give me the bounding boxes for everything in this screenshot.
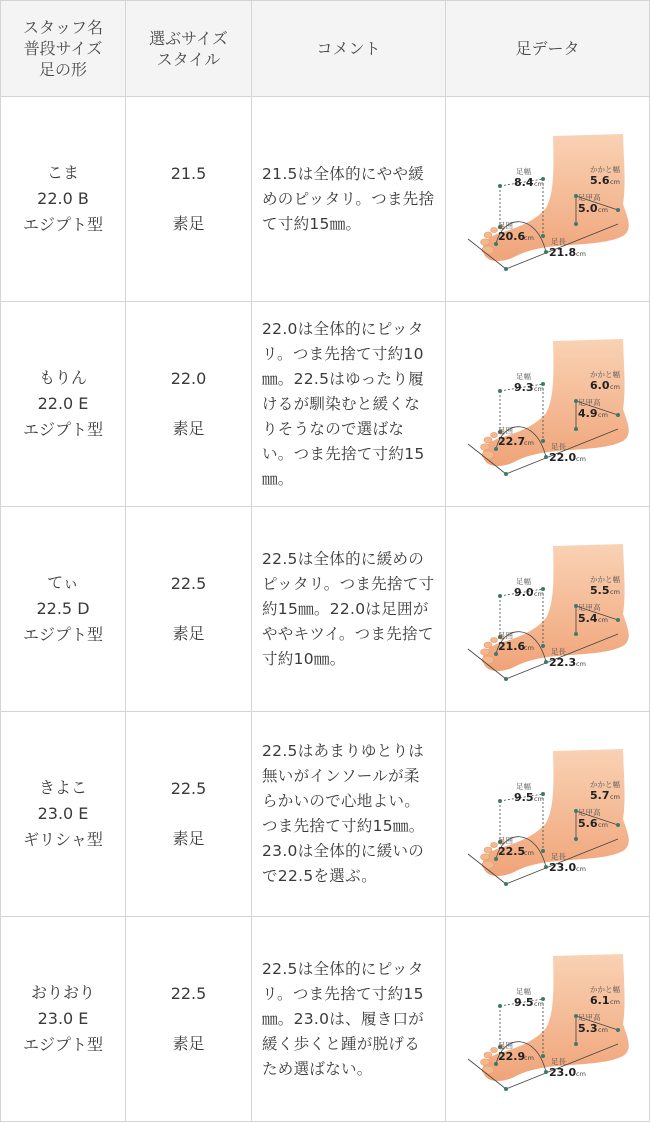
- heel-width-value: 6.1: [589, 994, 609, 1007]
- foot-diagram: [458, 329, 638, 479]
- foot-diagram: [458, 534, 638, 684]
- foot-width-unit: cm: [533, 795, 544, 803]
- length-unit: cm: [575, 660, 586, 668]
- instep-height-value: 5.3: [577, 1022, 597, 1035]
- staff-cell: [1, 97, 126, 302]
- usual-size: 22.5 D: [36, 599, 90, 618]
- pick-size: 22.5: [170, 779, 207, 798]
- foot-diagram: [458, 739, 638, 889]
- staff-name: もりん: [38, 368, 87, 387]
- foot-width-value: 9.3: [513, 381, 533, 394]
- length-value: 22.3: [548, 656, 576, 669]
- girth-value: 20.6: [497, 230, 525, 243]
- length-unit: cm: [575, 250, 586, 258]
- comment-cell: [252, 302, 446, 507]
- foot-width-unit: cm: [533, 1000, 544, 1008]
- girth-label: 足囲: [497, 836, 513, 845]
- instep-height-label: 足甲高: [577, 603, 600, 612]
- instep-height-label: 足甲高: [577, 808, 600, 817]
- usual-size: 22.0 E: [37, 394, 89, 413]
- heel-width-label: かかと幅: [589, 370, 620, 379]
- comment-cell: [252, 712, 446, 917]
- usual-size: 22.0 B: [37, 189, 89, 208]
- heel-width-unit: cm: [609, 793, 620, 801]
- style: 素足: [172, 1034, 205, 1053]
- foot-shape: ギリシャ型: [23, 830, 103, 849]
- foot-data-cell: [446, 97, 650, 302]
- foot-width-unit: cm: [533, 590, 544, 598]
- girth-label: 足囲: [497, 221, 513, 230]
- heel-width-label: かかと幅: [589, 780, 620, 789]
- table-body: [1, 97, 650, 1122]
- girth-unit: cm: [523, 234, 534, 242]
- foot-data-cell: [446, 302, 650, 507]
- table-row: [1, 712, 650, 917]
- girth-label: 足囲: [497, 1041, 513, 1050]
- heel-width-value: 5.6: [589, 174, 609, 187]
- foot-width-label: 足幅: [515, 987, 531, 996]
- foot-width-label: 足幅: [515, 167, 531, 176]
- comment-cell: [252, 917, 446, 1122]
- length-label: 足長: [550, 442, 566, 451]
- header-staff-line1: スタッフ名: [22, 18, 103, 37]
- comment-cell: [252, 507, 446, 712]
- foot-shape: エジプト型: [22, 215, 103, 234]
- table-row: [1, 97, 650, 302]
- instep-height-unit: cm: [597, 206, 608, 214]
- instep-height-label: 足甲高: [577, 1013, 600, 1022]
- header-row: [1, 1, 650, 97]
- foot-shape: エジプト型: [22, 1035, 103, 1054]
- comment-cell: [252, 97, 446, 302]
- length-unit: cm: [575, 865, 586, 873]
- foot-shape: エジプト型: [22, 420, 103, 439]
- girth-unit: cm: [523, 644, 534, 652]
- instep-height-unit: cm: [597, 1026, 608, 1034]
- instep-height-value: 5.4: [577, 612, 597, 625]
- foot-width-label: 足幅: [515, 782, 531, 791]
- pick-size: 22.5: [170, 984, 207, 1003]
- header-foot-data: 足データ: [446, 1, 650, 97]
- foot-width-value: 8.4: [513, 176, 533, 189]
- foot-width-value: 9.5: [513, 791, 533, 804]
- style: 素足: [172, 829, 205, 848]
- staff-cell: [1, 507, 126, 712]
- length-label: 足長: [550, 237, 566, 246]
- table-row: [1, 917, 650, 1122]
- staff-name: きよこ: [38, 778, 87, 797]
- staff-cell: [1, 712, 126, 917]
- heel-width-unit: cm: [609, 178, 620, 186]
- foot-diagram: [458, 944, 638, 1094]
- length-label: 足長: [550, 647, 566, 656]
- heel-width-label: かかと幅: [589, 575, 620, 584]
- staff-cell: [1, 917, 126, 1122]
- pick-size: 21.5: [170, 164, 207, 183]
- girth-unit: cm: [523, 849, 534, 857]
- girth-value: 22.5: [497, 845, 525, 858]
- table-row: [1, 507, 650, 712]
- size-cell: [126, 712, 252, 917]
- foot-width-label: 足幅: [515, 577, 531, 586]
- comment-text: 22.0は全体的にピッタリ。つま先捨て寸約10㎜。22.5はゆったり履けるが馴染むと緩くなりそうなので選ばない。つま先捨て寸約15㎜。: [262, 319, 425, 488]
- instep-height-label: 足甲高: [577, 193, 600, 202]
- heel-width-label: かかと幅: [589, 165, 620, 174]
- foot-width-unit: cm: [533, 180, 544, 188]
- comment-text: 22.5はあまりゆとりは無いがインソールが柔らかいので心地よい。つま先捨て寸約15㎜。23.0は全体的に緩いので22.5を選ぶ。: [262, 742, 425, 885]
- pick-size: 22.5: [170, 574, 207, 593]
- style: 素足: [172, 624, 205, 643]
- style: 素足: [172, 419, 205, 438]
- comment-text: 22.5は全体的にピッタリ。つま先捨て寸約15㎜。23.0は、履き口が緩く歩くと踵が脱げるため選ばない。: [262, 959, 425, 1078]
- header-comment: コメント: [252, 1, 446, 97]
- length-value: 23.0: [548, 1066, 576, 1079]
- heel-width-label: かかと幅: [589, 985, 620, 994]
- length-unit: cm: [575, 1070, 586, 1078]
- table-row: [1, 302, 650, 507]
- foot-width-label: 足幅: [515, 372, 531, 381]
- girth-value: 22.7: [497, 435, 525, 448]
- girth-unit: cm: [523, 439, 534, 447]
- instep-height-value: 5.0: [577, 202, 597, 215]
- staff-cell: [1, 302, 126, 507]
- size-cell: [126, 917, 252, 1122]
- girth-unit: cm: [523, 1054, 534, 1062]
- length-label: 足長: [550, 852, 566, 861]
- length-value: 23.0: [548, 861, 576, 874]
- girth-value: 22.9: [497, 1050, 525, 1063]
- length-unit: cm: [575, 455, 586, 463]
- header-staff-line2: 普段サイズ: [23, 39, 103, 58]
- instep-height-value: 5.6: [577, 817, 597, 830]
- length-value: 22.0: [548, 451, 576, 464]
- size-cell: [126, 507, 252, 712]
- girth-label: 足囲: [497, 426, 513, 435]
- foot-data-cell: [446, 507, 650, 712]
- usual-size: 23.0 E: [37, 804, 89, 823]
- header-staff: [1, 1, 126, 97]
- staff-name: おりおり: [30, 983, 95, 1002]
- header-size-line1: 選ぶサイズ: [149, 28, 228, 48]
- comment-text: 21.5は全体的にやや緩めのピッタリ。つま先捨て寸約15㎜。: [262, 164, 435, 233]
- heel-width-value: 6.0: [589, 379, 609, 392]
- header-size-line2: スタイル: [156, 49, 221, 69]
- heel-width-value: 5.7: [589, 789, 609, 802]
- instep-height-label: 足甲高: [577, 398, 600, 407]
- staff-name: こま: [46, 163, 79, 182]
- usual-size: 23.0 E: [37, 1009, 89, 1028]
- staff-name: てぃ: [47, 573, 79, 592]
- girth-label: 足囲: [497, 631, 513, 640]
- foot-shape: エジプト型: [22, 625, 103, 644]
- heel-width-unit: cm: [609, 588, 620, 596]
- size-cell: [126, 97, 252, 302]
- instep-height-unit: cm: [597, 821, 608, 829]
- instep-height-unit: cm: [597, 411, 608, 419]
- instep-height-unit: cm: [597, 616, 608, 624]
- size-cell: [126, 302, 252, 507]
- length-label: 足長: [550, 1057, 566, 1066]
- foot-width-value: 9.0: [513, 586, 533, 599]
- girth-value: 21.6: [497, 640, 525, 653]
- comment-text: 22.5は全体的に緩めのピッタリ。つま先捨て寸約15㎜。22.0は足囲がややキツイ。つま先捨て寸約10㎜。: [262, 549, 435, 668]
- style: 素足: [172, 214, 205, 233]
- length-value: 21.8: [548, 246, 576, 259]
- foot-width-unit: cm: [533, 385, 544, 393]
- instep-height-value: 4.9: [577, 407, 597, 420]
- heel-width-unit: cm: [609, 998, 620, 1006]
- foot-width-value: 9.5: [513, 996, 533, 1009]
- pick-size: 22.0: [170, 369, 207, 388]
- foot-data-cell: [446, 917, 650, 1122]
- header-size: [126, 1, 252, 97]
- heel-width-unit: cm: [609, 383, 620, 391]
- foot-data-cell: [446, 712, 650, 917]
- foot-diagram: [458, 124, 638, 274]
- heel-width-value: 5.5: [589, 584, 609, 597]
- header-staff-line3: 足の形: [38, 60, 87, 79]
